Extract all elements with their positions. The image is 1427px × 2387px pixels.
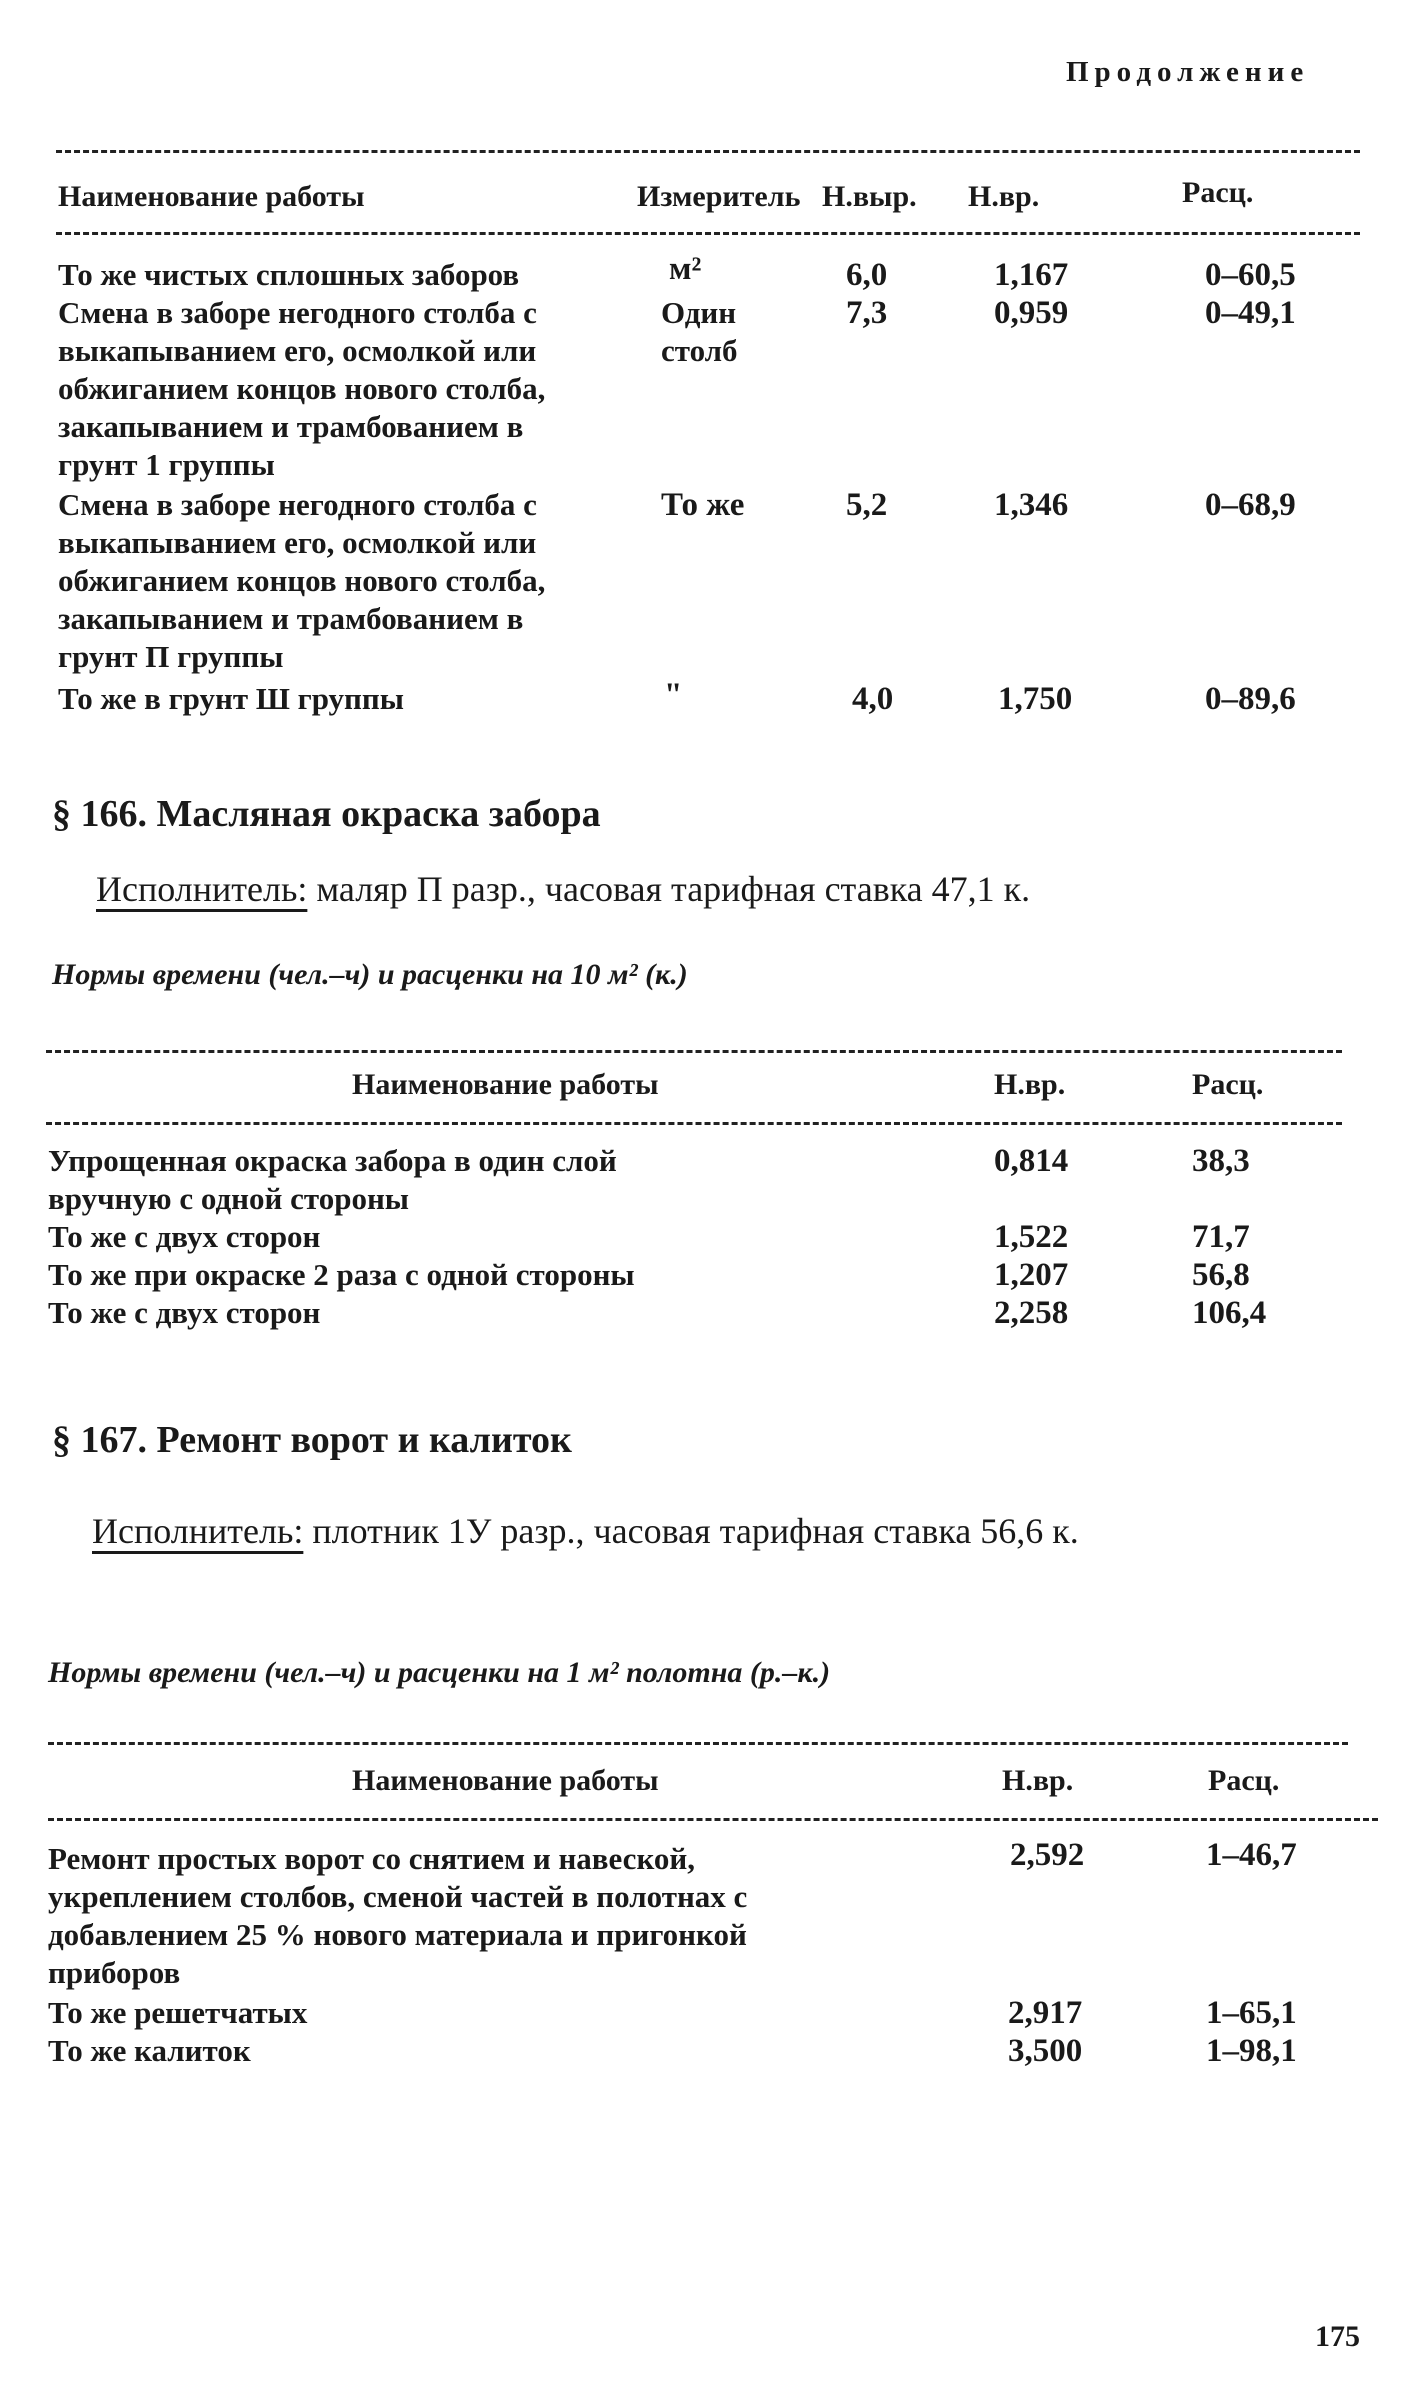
table-cell-time: 1,750 (998, 681, 1073, 717)
table1-header-output: Н.выр. (822, 180, 917, 213)
table-cell-rate: 0–89,6 (1205, 681, 1296, 717)
section-167-title: § 167. Ремонт ворот и калиток (52, 1419, 572, 1461)
table-row: Смена в заборе негодного столба с выкапыванием его, осмолкой или обжиганием концов нового столба, закапыванием и трамбованием в грунт П группы (58, 487, 546, 674)
table-cell-rate: 1–65,1 (1206, 1995, 1297, 2031)
table-cell-output: 5,2 (846, 487, 888, 523)
table3-header-time: Н.вр. (1002, 1764, 1074, 1797)
table1-header-time: Н.вр. (968, 180, 1040, 213)
table3-top-rule (48, 1742, 1348, 1745)
table-row: То же калиток (48, 2033, 251, 2068)
table-cell-rate: 0–49,1 (1205, 295, 1296, 331)
table-row: То же с двух сторон (48, 1295, 321, 1330)
section-167-executor (92, 1510, 1079, 1552)
table-row: То же при окраске 2 раза с одной стороны (48, 1257, 635, 1292)
continuation-label: Продолжение (1066, 56, 1310, 88)
table-cell-rate: 1–98,1 (1206, 2033, 1297, 2069)
table-cell-time: 1,167 (994, 257, 1069, 293)
table-row: То же чистых сплошных заборов (58, 257, 520, 292)
table-cell-rate: 56,8 (1192, 1257, 1250, 1293)
table-cell-rate: 0–68,9 (1205, 487, 1296, 523)
table1-header-name: Наименование работы (58, 180, 365, 213)
table1-header-unit: Измеритель (637, 180, 801, 213)
table-row: Смена в заборе негодного столба с выкапыванием его, осмолкой или обжиганием концов нового столба, закапыванием и трамбованием в грунт 1 группы (58, 295, 546, 482)
executor-label: Исполнитель: (96, 869, 308, 909)
table-cell-time: 1,346 (994, 487, 1069, 523)
table-cell-unit: Один столб (661, 295, 738, 368)
table-cell-time: 1,522 (994, 1219, 1069, 1255)
page-number: 175 (1315, 2320, 1360, 2353)
table1-header-rule (56, 232, 1360, 235)
table3-header-rule (48, 1818, 1378, 1821)
table2-header-time: Н.вр. (994, 1068, 1066, 1101)
section-166-norms: Нормы времени (чел.–ч) и расценки на 10 м² (к.) (52, 958, 688, 991)
table-row: Упрощенная окраска забора в один слой вручную с одной стороны (48, 1143, 617, 1216)
table-cell-rate: 71,7 (1192, 1219, 1250, 1255)
table-cell-unit: м² (669, 251, 702, 287)
executor-text: маляр П разр., часовая тарифная ставка 47,1 к. (307, 869, 1031, 909)
table-cell-time: 2,592 (1010, 1837, 1085, 1873)
table-cell-time: 1,207 (994, 1257, 1069, 1293)
table-row: То же в грунт Ш группы (58, 681, 404, 716)
table-cell-rate: 0–60,5 (1205, 257, 1296, 293)
table-cell-output: 4,0 (852, 681, 894, 717)
table-cell-time: 2,917 (1008, 1995, 1083, 2031)
table-cell-rate: 106,4 (1192, 1295, 1267, 1331)
table2-header-name: Наименование работы (352, 1068, 659, 1101)
section-167-norms: Нормы времени (чел.–ч) и расценки на 1 м² полотна (р.–к.) (48, 1656, 831, 1689)
table-cell-time: 3,500 (1008, 2033, 1083, 2069)
table-row: То же решетчатых (48, 1995, 308, 2030)
table-cell-time: 2,258 (994, 1295, 1069, 1331)
table-row: Ремонт простых ворот со снятием и навеской, укреплением столбов, сменой частей в полотнах с добавлением 25 % нового материала и пригонкой приборов (48, 1841, 748, 1990)
table1-header-rate: Расц. (1182, 176, 1254, 209)
table-cell-time: 0,814 (994, 1143, 1069, 1179)
table-cell-rate: 1–46,7 (1206, 1837, 1297, 1873)
table3-header-name: Наименование работы (352, 1764, 659, 1797)
table2-top-rule (46, 1050, 1342, 1053)
executor-text: плотник 1У разр., часовая тарифная ставка 56,6 к. (303, 1511, 1079, 1551)
table-cell-time: 0,959 (994, 295, 1069, 331)
table-cell-output: 7,3 (846, 295, 888, 331)
table-row: То же с двух сторон (48, 1219, 321, 1254)
table-cell-unit: То же (661, 487, 745, 523)
table-cell-rate: 38,3 (1192, 1143, 1250, 1179)
section-166-title: § 166. Масляная окраска забора (52, 793, 601, 835)
table2-header-rule (46, 1122, 1342, 1125)
section-166-executor (96, 868, 1030, 910)
table-cell-output: 6,0 (846, 257, 888, 293)
table-cell-unit: " (664, 677, 683, 713)
executor-label: Исполнитель: (92, 1511, 304, 1551)
table1-top-rule (56, 150, 1360, 153)
table2-header-rate: Расц. (1192, 1068, 1264, 1101)
table3-header-rate: Расц. (1208, 1764, 1280, 1797)
